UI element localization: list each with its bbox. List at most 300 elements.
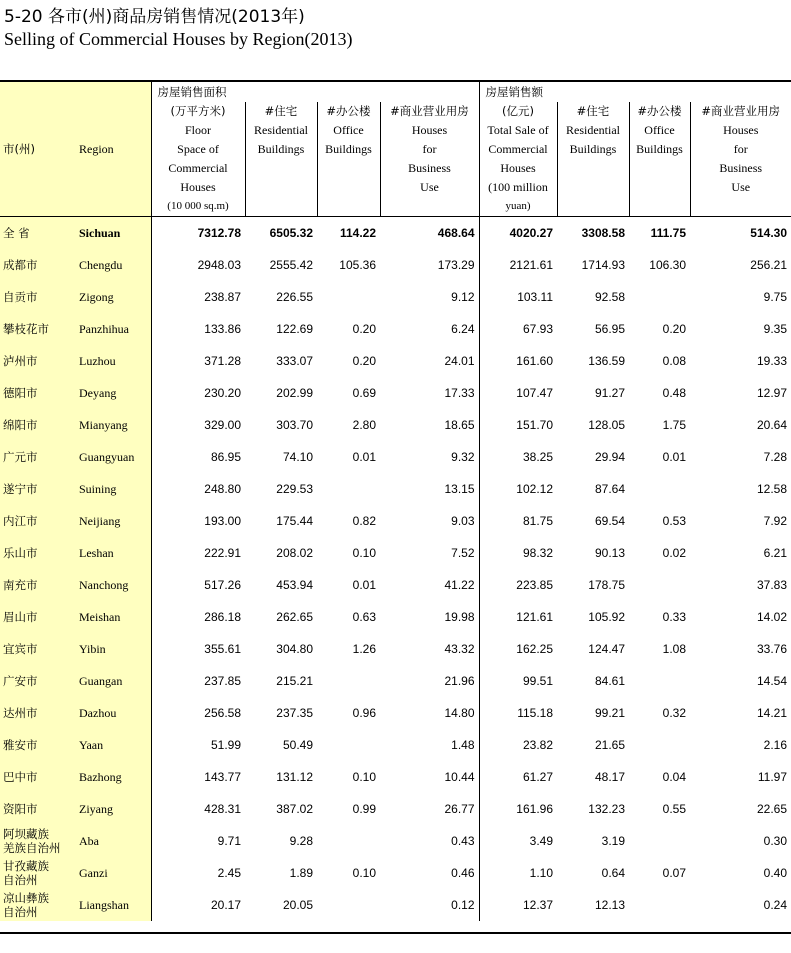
cell-region: Yibin (76, 633, 151, 665)
cell-value: 12.58 (756, 482, 787, 496)
page-title-en: Selling of Commercial Houses by Region(2013) (4, 29, 353, 49)
cell-value: 0.99 (352, 802, 376, 816)
cell-value: 81.75 (522, 514, 553, 528)
cell-value: 121.61 (516, 610, 553, 624)
table-row (0, 505, 791, 537)
header-line: for (733, 142, 748, 156)
cell-value: 133.86 (204, 322, 241, 336)
cell-value: 3.19 (601, 834, 625, 848)
cell-value: 0.32 (662, 706, 686, 720)
cell-region: Neijiang (76, 505, 151, 537)
cell-value: 105.36 (339, 258, 376, 272)
cell-value: 0.82 (352, 514, 376, 528)
cell-value: 223.85 (516, 578, 553, 592)
header-line: (100 million (488, 180, 548, 194)
cell-value: 33.76 (756, 642, 787, 656)
header-line: #住宅 (576, 104, 610, 118)
cell-value: 37.83 (756, 578, 787, 592)
cell-value: 1.08 (662, 642, 686, 656)
cell-value: 1.75 (662, 418, 686, 432)
cell-city: 南充市 (0, 569, 76, 601)
cell-value: 19.98 (380, 601, 479, 633)
table-row (0, 729, 791, 761)
cell-region: Aba (76, 825, 151, 857)
cell-region: Guangyuan (76, 441, 151, 473)
cell-value: 12.13 (594, 898, 625, 912)
page-title-cn: 5-20 各市(州)商品房销售情况(2013年) (4, 7, 305, 27)
cell-value: 7312.78 (197, 226, 241, 240)
cell-value: 387.02 (276, 802, 313, 816)
cell-value: 0.40 (763, 866, 787, 880)
cell-city: 巴中市 (0, 761, 76, 793)
table-row (0, 633, 791, 665)
cell-value: 1.89 (289, 866, 313, 880)
cell-city: 广元市 (0, 441, 76, 473)
cell-city: 成都市 (0, 249, 76, 281)
cell-value: 215.21 (276, 674, 313, 688)
cell-value (317, 473, 380, 505)
cell-value: 0.43 (380, 825, 479, 857)
cell-city-line: 自治州 (3, 905, 38, 919)
cell-value: 3.49 (529, 834, 553, 848)
cell-value: 9.75 (763, 290, 787, 304)
header-line: Office (644, 123, 675, 137)
cell-value: 3308.58 (581, 226, 625, 240)
cell-value: 41.22 (380, 569, 479, 601)
cell-value: 256.58 (204, 706, 241, 720)
cell-value: 114.22 (339, 226, 376, 240)
cell-value: 48.17 (594, 770, 625, 784)
cell-value: 17.33 (380, 377, 479, 409)
cell-value: 9.03 (380, 505, 479, 537)
header-line: Houses (723, 123, 759, 137)
table-row (0, 857, 791, 889)
cell-value: 12.97 (756, 386, 787, 400)
header-area-total (151, 102, 245, 217)
cell-value: 9.28 (289, 834, 313, 848)
cell-value: 1.48 (380, 729, 479, 761)
cell-value: 229.53 (276, 482, 313, 496)
cell-value: 67.93 (522, 322, 553, 336)
cell-region: Guangan (76, 665, 151, 697)
table-row (0, 793, 791, 825)
cell-city: 自贡市 (0, 281, 76, 313)
cell-region: Mianyang (76, 409, 151, 441)
cell-value: 38.25 (522, 450, 553, 464)
sales-table (0, 82, 791, 921)
cell-city: 宜宾市 (0, 633, 76, 665)
header-group-sales-label: 房屋销售额 (485, 84, 543, 99)
cell-value (317, 889, 380, 921)
cell-region: Bazhong (76, 761, 151, 793)
cell-value (317, 665, 380, 697)
cell-value: 7.28 (763, 450, 787, 464)
header-line: #商业营业用房 (701, 104, 781, 118)
cell-region: Luzhou (76, 345, 151, 377)
cell-value: 248.80 (204, 482, 241, 496)
cell-city (0, 889, 76, 921)
header-line: Residential (254, 123, 308, 137)
cell-value: 178.75 (588, 578, 625, 592)
header-line: Buildings (257, 142, 305, 156)
header-line: Business (408, 161, 451, 175)
cell-value: 12.37 (522, 898, 553, 912)
cell-value: 371.28 (204, 354, 241, 368)
cell-value: 0.63 (352, 610, 376, 624)
table-body (0, 217, 791, 922)
header-line: Commercial (488, 142, 548, 156)
cell-value (629, 729, 690, 761)
cell-value: 105.92 (588, 610, 625, 624)
cell-value: 14.80 (380, 697, 479, 729)
cell-value: 20.05 (282, 898, 313, 912)
cell-city: 眉山市 (0, 601, 76, 633)
cell-city: 广安市 (0, 665, 76, 697)
cell-value: 0.96 (352, 706, 376, 720)
cell-value: 14.54 (756, 674, 787, 688)
cell-region: Deyang (76, 377, 151, 409)
cell-value: 208.02 (276, 546, 313, 560)
cell-value: 56.95 (594, 322, 625, 336)
cell-value: 61.27 (522, 770, 553, 784)
header-line: Buildings (636, 142, 683, 156)
header-group-area-label: 房屋销售面积 (157, 84, 227, 99)
cell-city-line: 自治州 (3, 873, 38, 887)
cell-value: 69.54 (594, 514, 625, 528)
cell-value: 0.20 (352, 354, 376, 368)
cell-value (629, 473, 690, 505)
header-line: (10 000 sq.m) (167, 200, 229, 212)
table-row (0, 345, 791, 377)
cell-value: 4020.27 (509, 226, 553, 240)
header-line: Houses (180, 180, 216, 194)
cell-city-line: 凉山彝族 (3, 891, 49, 905)
cell-city: 达州市 (0, 697, 76, 729)
cell-value: 74.10 (282, 450, 313, 464)
cell-value: 6505.32 (269, 226, 313, 240)
table-row (0, 249, 791, 281)
cell-value: 26.77 (380, 793, 479, 825)
cell-value: 2.80 (352, 418, 376, 432)
table-row (0, 473, 791, 505)
cell-value: 132.23 (588, 802, 625, 816)
cell-value: 51.99 (210, 738, 241, 752)
cell-value: 1714.93 (581, 258, 625, 272)
table-row (0, 889, 791, 921)
header-line: Buildings (325, 142, 372, 156)
cell-value: 91.27 (594, 386, 625, 400)
header-sales-total (479, 102, 557, 217)
cell-value: 92.58 (594, 290, 625, 304)
cell-value (317, 825, 380, 857)
cell-value: 24.01 (380, 345, 479, 377)
cell-value: 0.01 (352, 450, 376, 464)
cell-value: 20.17 (210, 898, 241, 912)
cell-value: 20.64 (756, 418, 787, 432)
cell-city-line: 甘孜藏族 (3, 859, 49, 873)
cell-region: Dazhou (76, 697, 151, 729)
cell-city (0, 857, 76, 889)
cell-value: 0.30 (763, 834, 787, 848)
cell-value: 115.18 (517, 706, 553, 720)
table-row (0, 601, 791, 633)
cell-value: 329.00 (204, 418, 241, 432)
cell-value (317, 729, 380, 761)
cell-city: 绵阳市 (0, 409, 76, 441)
header-area-office (317, 102, 380, 217)
cell-city: 乐山市 (0, 537, 76, 569)
cell-value: 237.85 (204, 674, 241, 688)
header-line: #办公楼 (326, 104, 371, 118)
cell-region: Yaan (76, 729, 151, 761)
header-sales-biz (690, 102, 791, 217)
header-line: Buildings (569, 142, 617, 156)
cell-value: 1.10 (529, 866, 553, 880)
cell-value: 9.71 (217, 834, 241, 848)
cell-value: 86.95 (210, 450, 241, 464)
title-block (4, 6, 352, 50)
cell-value: 514.30 (750, 226, 787, 240)
cell-value: 238.87 (204, 290, 241, 304)
header-region-label: Region (79, 141, 114, 156)
header-line: yuan) (505, 200, 531, 212)
cell-value: 124.47 (588, 642, 625, 656)
header-line: Houses (411, 123, 448, 137)
cell-value: 304.80 (276, 642, 313, 656)
header-line: #办公楼 (637, 104, 682, 118)
cell-region: Panzhihua (76, 313, 151, 345)
cell-value: 14.02 (756, 610, 787, 624)
cell-value: 99.51 (522, 674, 553, 688)
cell-value: 286.18 (204, 610, 241, 624)
cell-city-line: 羌族自治州 (3, 841, 61, 855)
cell-value: 193.00 (204, 514, 241, 528)
cell-city-line: 阿坝藏族 (3, 827, 49, 841)
cell-value: 468.64 (380, 217, 479, 250)
table-row (0, 825, 791, 857)
cell-value (629, 281, 690, 313)
cell-value: 102.12 (516, 482, 553, 496)
cell-value: 6.21 (763, 546, 787, 560)
header-line: Business (719, 161, 763, 175)
cell-value: 128.05 (588, 418, 625, 432)
cell-value: 0.10 (352, 546, 376, 560)
cell-value: 173.29 (380, 249, 479, 281)
cell-value: 0.20 (662, 322, 686, 336)
cell-value: 0.33 (662, 610, 686, 624)
cell-city: 全 省 (0, 217, 76, 250)
cell-value (629, 569, 690, 601)
cell-region: Ziyang (76, 793, 151, 825)
cell-value: 22.65 (756, 802, 787, 816)
cell-city (0, 825, 76, 857)
cell-value: 7.92 (763, 514, 787, 528)
header-line: Commercial (168, 161, 228, 175)
header-line: Floor (184, 123, 211, 137)
cell-value: 2555.42 (269, 258, 313, 272)
cell-value: 2948.03 (197, 258, 241, 272)
cell-city: 德阳市 (0, 377, 76, 409)
cell-value: 21.96 (380, 665, 479, 697)
cell-city: 泸州市 (0, 345, 76, 377)
cell-value: 106.30 (649, 258, 686, 272)
header-city-label: 市(州) (3, 142, 35, 156)
cell-city: 雅安市 (0, 729, 76, 761)
cell-city: 资阳市 (0, 793, 76, 825)
cell-value: 0.08 (662, 354, 686, 368)
cell-value: 9.35 (763, 322, 787, 336)
cell-value (629, 665, 690, 697)
cell-region: Sichuan (76, 217, 151, 250)
cell-value: 517.26 (204, 578, 241, 592)
cell-value: 453.94 (276, 578, 313, 592)
header-city (0, 82, 76, 217)
cell-city: 内江市 (0, 505, 76, 537)
cell-value: 0.20 (352, 322, 376, 336)
header-line: Space of (177, 142, 219, 156)
cell-value: 10.44 (380, 761, 479, 793)
cell-value: 19.33 (756, 354, 787, 368)
header-sales-res (557, 102, 629, 217)
table-row (0, 569, 791, 601)
cell-value: 136.59 (588, 354, 625, 368)
cell-value: 13.15 (380, 473, 479, 505)
cell-value: 6.24 (380, 313, 479, 345)
cell-value: 0.48 (662, 386, 686, 400)
cell-value: 143.77 (204, 770, 241, 784)
header-line: for (422, 142, 437, 156)
table-row (0, 537, 791, 569)
table-row (0, 761, 791, 793)
bottom-rule (0, 932, 791, 934)
cell-value: 9.32 (380, 441, 479, 473)
header-line: (万平方米) (170, 104, 226, 118)
cell-value: 0.24 (763, 898, 787, 912)
cell-value: 161.60 (516, 354, 553, 368)
header-line: Houses (500, 161, 536, 175)
table-header (0, 82, 791, 217)
cell-value: 23.82 (522, 738, 553, 752)
cell-value (317, 281, 380, 313)
cell-value: 0.07 (662, 866, 686, 880)
header-line: Total Sale of (487, 123, 549, 137)
cell-value: 151.70 (516, 418, 553, 432)
header-group-sales (479, 82, 791, 102)
cell-value (629, 825, 690, 857)
cell-value: 111.75 (650, 226, 686, 240)
cell-value: 162.25 (516, 642, 553, 656)
cell-value: 21.65 (594, 738, 625, 752)
header-sales-office (629, 102, 690, 217)
cell-value: 84.61 (594, 674, 625, 688)
cell-value: 226.55 (276, 290, 313, 304)
header-group-area (151, 82, 479, 102)
table-row (0, 441, 791, 473)
table-row (0, 409, 791, 441)
cell-region: Zigong (76, 281, 151, 313)
cell-value: 230.20 (204, 386, 241, 400)
table-row (0, 697, 791, 729)
cell-city: 遂宁市 (0, 473, 76, 505)
cell-value: 7.52 (380, 537, 479, 569)
cell-value: 1.26 (352, 642, 376, 656)
table-row (0, 665, 791, 697)
cell-value: 0.10 (352, 770, 376, 784)
cell-value: 43.32 (380, 633, 479, 665)
cell-value: 222.91 (204, 546, 241, 560)
cell-value: 11.97 (757, 770, 787, 784)
table-row (0, 377, 791, 409)
cell-value: 14.21 (756, 706, 787, 720)
cell-value: 18.65 (380, 409, 479, 441)
table-row (0, 281, 791, 313)
header-area-res (245, 102, 317, 217)
cell-value: 131.12 (276, 770, 313, 784)
cell-value: 90.13 (594, 546, 625, 560)
cell-value: 237.35 (276, 706, 313, 720)
cell-value: 0.04 (662, 770, 686, 784)
header-line: #商业营业用房 (390, 104, 469, 118)
header-region (76, 82, 151, 217)
cell-value: 99.21 (594, 706, 625, 720)
cell-value: 0.01 (662, 450, 686, 464)
cell-value: 333.07 (276, 354, 313, 368)
header-line: (亿元) (502, 104, 534, 118)
cell-city: 攀枝花市 (0, 313, 76, 345)
cell-value: 0.55 (662, 802, 686, 816)
cell-value: 202.99 (276, 386, 313, 400)
cell-value: 262.65 (276, 610, 313, 624)
cell-region: Leshan (76, 537, 151, 569)
cell-value: 0.02 (662, 546, 686, 560)
total-row (0, 217, 791, 250)
cell-value: 50.49 (282, 738, 313, 752)
cell-value: 29.94 (594, 450, 625, 464)
cell-value: 175.44 (276, 514, 313, 528)
cell-value: 0.46 (380, 857, 479, 889)
cell-value: 2.45 (217, 866, 241, 880)
header-line: #住宅 (264, 104, 298, 118)
cell-value: 9.12 (380, 281, 479, 313)
cell-value: 87.64 (594, 482, 625, 496)
cell-value: 0.53 (662, 514, 686, 528)
cell-value: 0.64 (601, 866, 625, 880)
header-area-biz (380, 102, 479, 217)
cell-value: 0.01 (352, 578, 376, 592)
cell-region: Suining (76, 473, 151, 505)
cell-value: 355.61 (204, 642, 241, 656)
header-line: Use (420, 180, 439, 194)
cell-value: 103.11 (517, 290, 553, 304)
cell-value: 0.12 (380, 889, 479, 921)
cell-region: Ganzi (76, 857, 151, 889)
cell-value: 122.69 (276, 322, 313, 336)
table-row (0, 313, 791, 345)
cell-value: 0.10 (352, 866, 376, 880)
cell-region: Meishan (76, 601, 151, 633)
cell-region: Liangshan (76, 889, 151, 921)
cell-value: 0.69 (352, 386, 376, 400)
cell-value: 303.70 (276, 418, 313, 432)
header-line: Use (731, 180, 751, 194)
cell-value: 2.16 (763, 738, 787, 752)
cell-region: Chengdu (76, 249, 151, 281)
header-line: Office (333, 123, 364, 137)
cell-value: 256.21 (750, 258, 787, 272)
cell-value: 107.47 (516, 386, 553, 400)
cell-region: Nanchong (76, 569, 151, 601)
cell-value: 98.32 (522, 546, 553, 560)
